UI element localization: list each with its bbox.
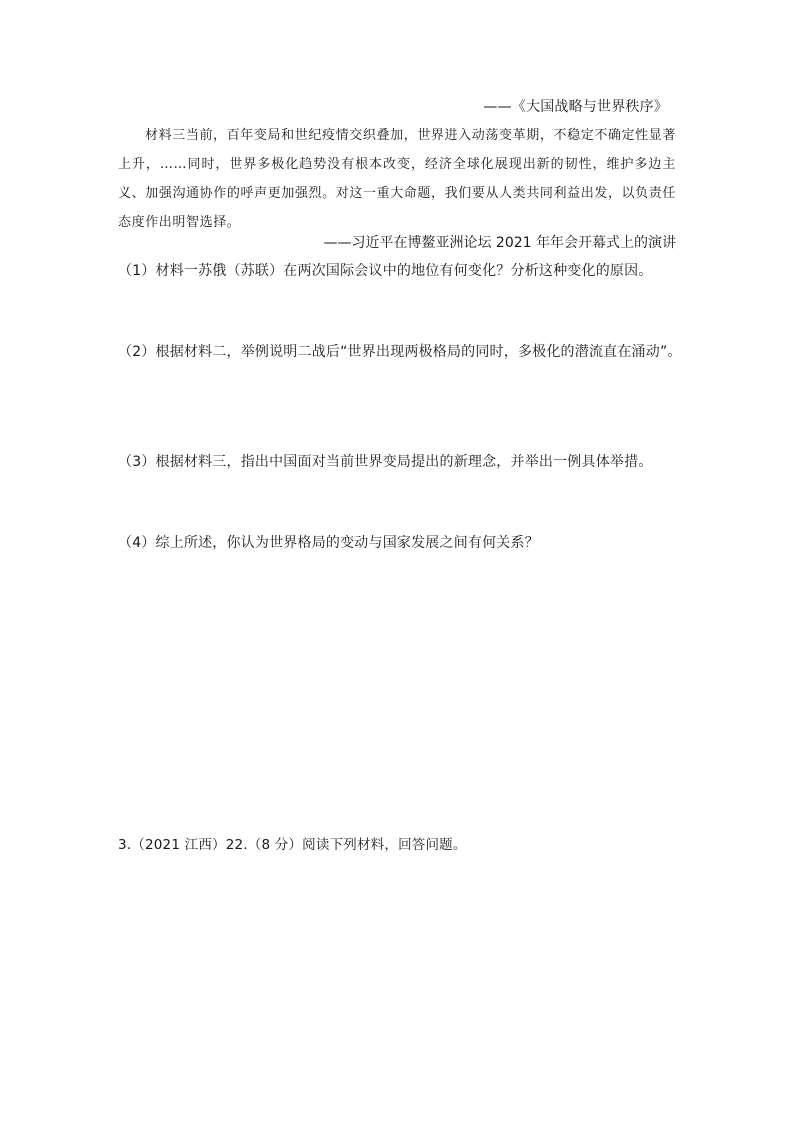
question-1: （1）材料一苏俄（苏联）在两次国际会议中的地位有何变化？分析这种变化的原因。: [118, 263, 653, 279]
question-4: （4）综上所述，你认为世界格局的变动与国家发展之间有何关系？: [118, 535, 539, 551]
source-citation-speech: ——习近平在博鳌亚洲论坛 2021 年年会开幕式上的演讲: [323, 235, 676, 251]
next-question-header: 3.（2021 江西）22.（8 分）阅读下列材料，回答问题。: [118, 837, 467, 853]
material-three-paragraph: 材料三当前，百年变局和世纪疫情交织叠加，世界进入动荡变革期，不稳定不确定性显著上升，……同时，世界多极化趋势没有根本改变，经济全球化展现出新的韧性，维护多边主义、加强沟通协作的呼声更加强烈。对这一重大命题，我们要从人类共同利益出发，以负责任态度作出明智选择。: [118, 128, 676, 230]
source-citation-top: ——《大国战略与世界秩序》: [483, 99, 668, 115]
question-3: （3）根据材料三，指出中国面对当前世界变局提出的新理念，并举出一例具体举措。: [118, 454, 653, 470]
question-2: （2）根据材料二，举例说明二战后“世界出现两极格局的同时，多极化的潜流直在涌动”。: [118, 344, 682, 360]
